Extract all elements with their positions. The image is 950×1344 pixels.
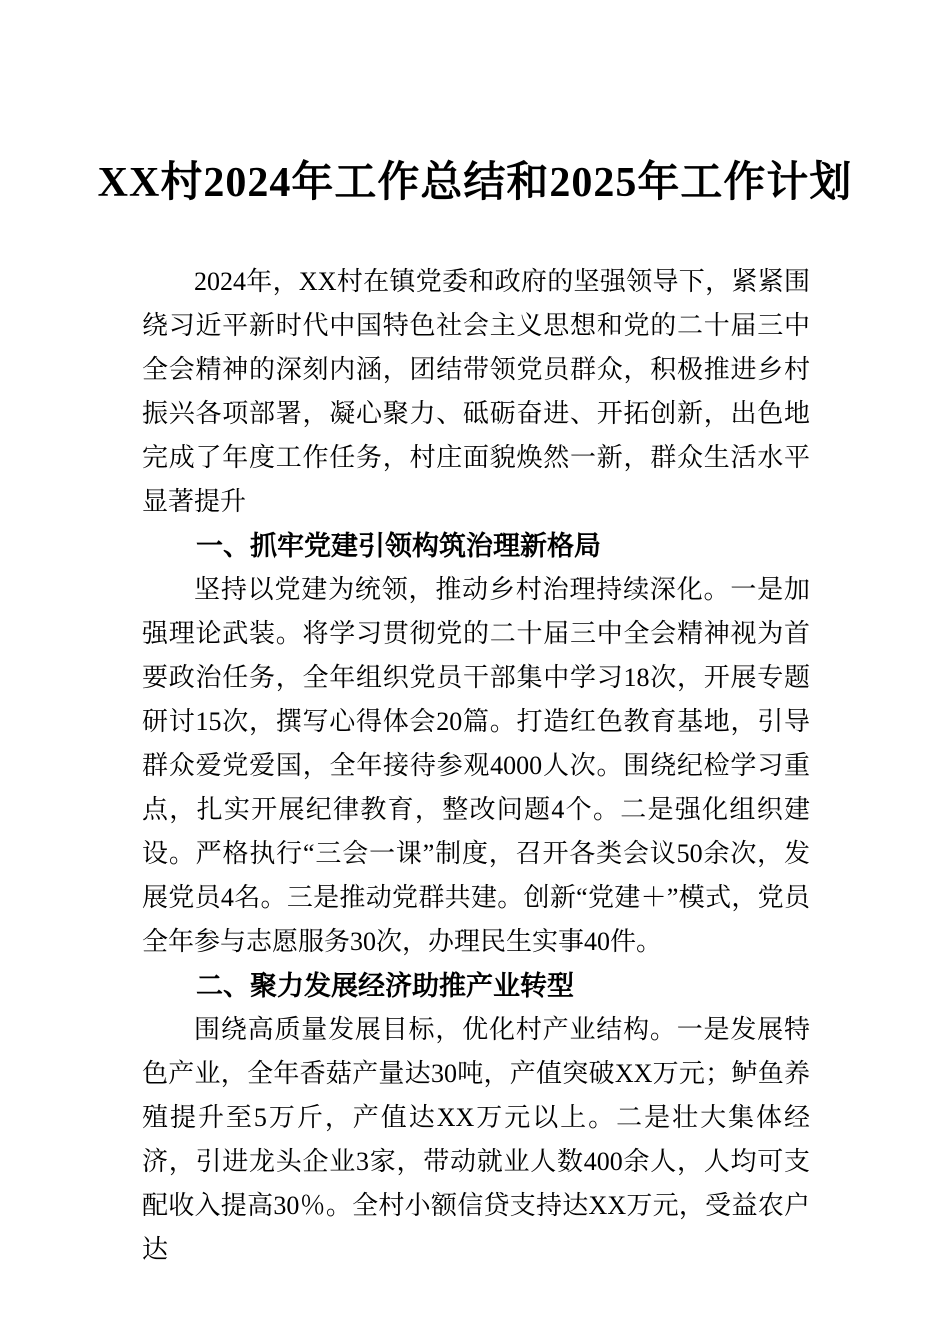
section-heading-2: 二、聚力发展经济助推产业转型 <box>196 971 574 1001</box>
section-heading-1: 一、抓牢党建引领构筑治理新格局 <box>196 531 601 561</box>
paragraph-section-1: 坚持以党建为统领，推动乡村治理持续深化。一是加强理论武装。将学习贯彻党的二十届三中全会精神视为首要政治任务，全年组织党员干部集中学习18次，开展专题研讨15次，撰写心得体会20篇。打造红色教育基地，引导群众爱党爱国，全年接待参观4000人次。围绕纪检学习重点，扎实开展纪律教育，整改问题4个。二是强化组织建设。严格执行“三会一课”制度，召开各类会议50余次，发展党员4名。三是推动党群共建。创新“党建＋”模式，党员全年参与志愿服务30次，办理民生实事40件。 <box>142 575 810 956</box>
document-title: XX村2024年工作总结和2025年工作计划 <box>97 160 853 206</box>
paragraph-section-2: 围绕高质量发展目标，优化村产业结构。一是发展特色产业，全年香菇产量达30吨，产值突破XX万元；鲈鱼养殖提升至5万斤，产值达XX万元以上。二是壮大集体经济，引进龙头企业3家，带动就业人数400余人，人均可支配收入提高30％。全村小额信贷支持达XX万元，受益农户达 <box>142 1015 810 1264</box>
document-body <box>0 212 950 1272</box>
paragraph-intro: 2024年，XX村在镇党委和政府的坚强领导下，紧紧围绕习近平新时代中国特色社会主义思想和党的二十届三中全会精神的深刻内涵，团结带领党员群众，积极推进乡村振兴各项部署，凝心聚力、砥砺奋进、开拓创新，出色地完成了年度工作任务，村庄面貌焕然一新，群众生活水平显著提升 <box>142 267 810 516</box>
